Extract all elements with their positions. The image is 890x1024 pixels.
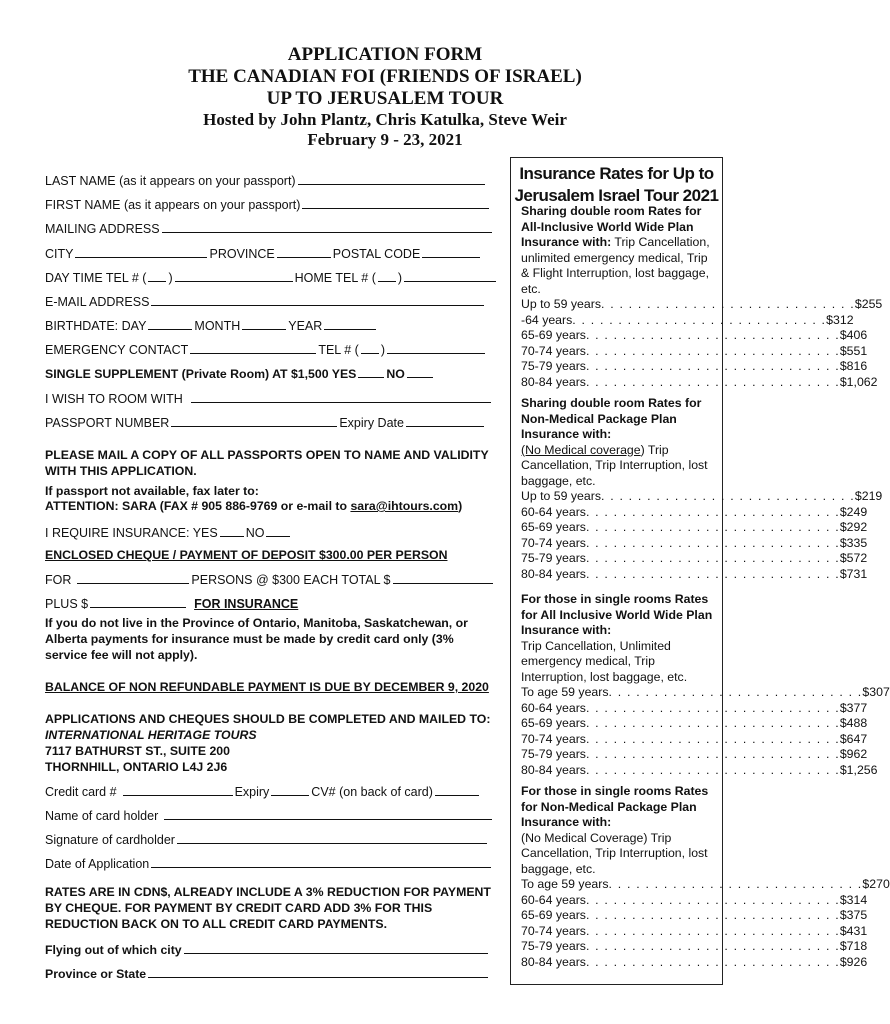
province-payment-note: If you do not live in the Province of Ontario, Manitoba, Saskatchewan, or Alberta payments for insurance must be made by credit card only (3% service fee will not apply). bbox=[45, 616, 468, 662]
rate-price: $377 bbox=[839, 700, 868, 715]
hosts-line: Hosted by John Plantz, Chris Katulka, Steve Weir bbox=[203, 110, 567, 129]
rate-age: 75-79 years bbox=[521, 359, 586, 373]
insurance-section-2: Sharing double room Rates for Non-Medical Package Plan Insurance with: (No Medical coverage) Trip Cancellation, Trip Interruption, lost baggage, etc. Up to 59 years . . . . . . . . . . . . . . . . . . . . . . . . . . . . $219 60-64 years . . . . . . . . . . . . . . . . . . . . . . . . . . . . $249 65-69 years . . . . . . . . . . . . . . . . . . . . . . . . . . . . $292 70-74 years . . . . . . . . . . . . . . . . . . . . . . . . . . . . $335 75-79 years . . . . . . . . . . . . . . . . . . . . . . . . . . . . $572 80-84 years . . . . . . . . . . . . . . . . . . . . . . . . . . . . $731 bbox=[521, 396, 883, 581]
street-address: 7117 BATHURST ST., SUITE 200 bbox=[45, 744, 230, 758]
rate-row bbox=[521, 566, 868, 583]
dot-leader: . . . . . . . . . . . . . . . . . . . . . . . . . . . . bbox=[585, 923, 840, 938]
single-supplement-field[interactable]: SINGLE SUPPLEMENT (Private Room) AT $1,500 YES NO bbox=[45, 366, 435, 381]
rate-price: $335 bbox=[839, 535, 868, 550]
require-insurance-field[interactable]: I REQUIRE INSURANCE: YES NO bbox=[45, 525, 292, 540]
form-title: APPLICATION FORM bbox=[287, 44, 483, 65]
rate-age: To age 59 years bbox=[521, 685, 609, 699]
rate-list-4 bbox=[521, 877, 890, 970]
rate-price: $962 bbox=[839, 747, 868, 761]
rate-price: $292 bbox=[839, 520, 868, 534]
rate-price: $816 bbox=[839, 359, 868, 373]
org-title: THE CANADIAN FOI (FRIENDS OF ISRAEL) bbox=[188, 66, 582, 87]
dot-leader: . . . . . . . . . . . . . . . . . . . . . . . . . . . . bbox=[585, 747, 840, 761]
insurance-title-line2: Jerusalem Israel Tour 2021 bbox=[514, 186, 719, 205]
cardholder-name-field[interactable]: Name of card holder bbox=[45, 808, 494, 823]
rate-price: $270 bbox=[862, 877, 890, 891]
dot-leader: . . . . . . . . . . . . . . . . . . . . . . . . . . . . bbox=[585, 359, 840, 373]
insurance-section-4: For those in single rooms Rates for Non-Medical Package Plan Insurance with: (No Medical Coverage) Trip Cancellation, Trip Interruption, lost baggage, etc. To age 59 years . . . . . . . . . . . . . . . . . . . . . . . . . . . . $270 60-64 years . . . . . . . . . . . . . . . . . . . . . . . . . . . . $314 65-69 years . . . . . . . . . . . . . . . . . . . . . . . . . . . . $375 70-74 years . . . . . . . . . . . . . . . . . . . . . . . . . . . . $431 75-79 years . . . . . . . . . . . . . . . . . . . . . . . . . . . . $718 80-84 years . . . . . . . . . . . . . . . . . . . . . . . . . . . . $926 bbox=[521, 784, 890, 969]
province-state-field[interactable]: Province or State bbox=[45, 966, 490, 981]
credit-card-field[interactable]: Credit card # Expiry CV# (on back of card) bbox=[45, 784, 481, 799]
rate-price: $312 bbox=[826, 312, 854, 327]
rate-price: $307 bbox=[862, 685, 890, 699]
room-with-field[interactable]: I WISH TO ROOM WITH bbox=[45, 391, 493, 406]
rate-price: $926 bbox=[839, 954, 868, 969]
rate-row bbox=[521, 716, 868, 732]
rate-row bbox=[521, 297, 883, 313]
rate-age: Up to 59 years bbox=[521, 489, 601, 503]
rate-list-3 bbox=[521, 685, 890, 778]
dot-leader: . . . . . . . . . . . . . . . . . . . . . . . . . . . . bbox=[600, 297, 855, 311]
first-name-field[interactable]: FIRST NAME (as it appears on your passport) bbox=[45, 197, 491, 212]
dot-leader: . . . . . . . . . . . . . . . . . . . . . . . . . . . . bbox=[585, 504, 840, 519]
dot-leader: . . . . . . . . . . . . . . . . . . . . . . . . . . . . bbox=[585, 535, 840, 550]
rate-row bbox=[521, 923, 868, 940]
rate-age: 75-79 years bbox=[521, 747, 586, 761]
rate-row bbox=[521, 551, 868, 567]
insurance-section-1: Sharing double room Rates for All-Inclusive World Wide Plan Insurance with: Trip Cancellation, unlimited emergency medical, Trip & Flight Interruption, lost baggage, etc. Up to 59 years . . . . . . . . . . . . . . . . . . . . . . . . . . . . $255 -64 years . . . . . . . . . . . . . . . . . . . . . . . . . . . . $312 65-69 years . . . . . . . . . . . . . . . . . . . . . . . . . . . . $406 70-74 years . . . . . . . . . . . . . . . . . . . . . . . . . . . . $551 75-79 years . . . . . . . . . . . . . . . . . . . . . . . . . . . . $816 80-84 years . . . . . . . . . . . . . . . . . . . . . . . . . . . . $1,062 bbox=[521, 204, 883, 389]
dot-leader: . . . . . . . . . . . . . . . . . . . . . . . . . . . . bbox=[585, 731, 840, 746]
flying-out-field[interactable]: Flying out of which city bbox=[45, 942, 490, 957]
rate-price: $375 bbox=[839, 908, 868, 922]
tour-title: UP TO JERUSALEM TOUR bbox=[266, 88, 504, 109]
dot-leader: . . . . . . . . . . . . . . . . . . . . . . . . . . . . bbox=[585, 954, 840, 969]
rate-age: To age 59 years bbox=[521, 877, 609, 891]
rate-row bbox=[521, 908, 868, 924]
city-address: THORNHILL, ONTARIO L4J 2J6 bbox=[45, 760, 228, 774]
city-province-postal-field[interactable]: CITY PROVINCE POSTAL CODE bbox=[45, 246, 482, 261]
dot-leader: . . . . . . . . . . . . . . . . . . . . . . . . . . . . bbox=[608, 685, 863, 699]
rate-row bbox=[521, 731, 868, 748]
plus-insurance-field[interactable]: PLUS $ FOR INSURANCE bbox=[45, 597, 299, 611]
dot-leader: . . . . . . . . . . . . . . . . . . . . . . . . . . . . bbox=[585, 762, 840, 777]
mail-passports-note: PLEASE MAIL A COPY OF ALL PASSPORTS OPEN TO NAME AND VALIDITY WITH THIS APPLICATION. bbox=[45, 448, 489, 478]
rate-row bbox=[521, 359, 868, 375]
rate-age: 75-79 years bbox=[521, 551, 586, 565]
rate-age: 75-79 years bbox=[521, 939, 586, 953]
rate-price: $551 bbox=[839, 343, 868, 358]
rate-age: 80-84 years bbox=[521, 954, 586, 969]
rate-age: 70-74 years bbox=[521, 343, 586, 358]
insurance-title-line1: Insurance Rates for Up to bbox=[519, 164, 714, 183]
rate-row bbox=[521, 762, 878, 779]
dot-leader: . . . . . . . . . . . . . . . . . . . . . . . . . . . . bbox=[585, 892, 840, 907]
rates-note: RATES ARE IN CDN$, ALREADY INCLUDE A 3% REDUCTION FOR PAYMENT BY CHEQUE. FOR PAYMENT BY CREDIT CARD ADD 3% FOR THIS REDUCTION BACK ON TO ALL CREDIT CARD PAYMENTS. bbox=[45, 885, 491, 931]
persons-total-field[interactable]: FOR PERSONS @ $300 EACH TOTAL $ bbox=[45, 572, 495, 587]
rate-row bbox=[521, 328, 868, 344]
rate-age: 60-64 years bbox=[521, 504, 586, 519]
rate-row bbox=[521, 535, 868, 552]
rate-price: $406 bbox=[839, 328, 868, 342]
rate-row bbox=[521, 954, 868, 971]
rate-price: $219 bbox=[854, 489, 883, 503]
insurance-section-3: For those in single rooms Rates for All Inclusive World Wide Plan Insurance with: Trip Cancellation, Unlimited emergency medical, Trip Interruption, lost baggage, etc. To age 59 years . . . . . . . . . . . . . . . . . . . . . . . . . . . . $307 60-64 years . . . . . . . . . . . . . . . . . . . . . . . . . . . . $377 65-69 years . . . . . . . . . . . . . . . . . . . . . . . . . . . . $488 70-74 years . . . . . . . . . . . . . . . . . . . . . . . . . . . . $647 75-79 years . . . . . . . . . . . . . . . . . . . . . . . . . . . . $962 80-84 years . . . . . . . . . . . . . . . . . . . . . . . . . . . . $1,256 bbox=[521, 592, 890, 777]
rate-age: 80-84 years bbox=[521, 566, 586, 581]
rate-price: $718 bbox=[839, 939, 868, 953]
rate-price: $255 bbox=[854, 297, 883, 311]
phone-field[interactable]: DAY TIME TEL # ( ) HOME TEL # ( ) bbox=[45, 270, 498, 285]
mailing-address-field[interactable]: MAILING ADDRESS bbox=[45, 221, 494, 236]
birthdate-field[interactable]: BIRTHDATE: DAY MONTH YEAR bbox=[45, 318, 378, 333]
rate-row bbox=[521, 747, 868, 763]
dot-leader: . . . . . . . . . . . . . . . . . . . . . . . . . . . . bbox=[585, 374, 840, 389]
rate-row bbox=[521, 374, 878, 391]
rate-age: 70-74 years bbox=[521, 535, 586, 550]
rate-price: $647 bbox=[839, 731, 868, 746]
company-name: INTERNATIONAL HERITAGE TOURS bbox=[45, 728, 257, 742]
rate-age: 65-69 years bbox=[521, 908, 586, 922]
balance-due-note: BALANCE OF NON REFUNDABLE PAYMENT IS DUE BY DECEMBER 9, 2020 bbox=[45, 680, 489, 694]
rate-row bbox=[521, 504, 868, 521]
passport-field[interactable]: PASSPORT NUMBER Expiry Date bbox=[45, 415, 486, 430]
date-application-field[interactable]: Date of Application bbox=[45, 856, 493, 871]
rate-age: 65-69 years bbox=[521, 520, 586, 534]
rate-price: $1,062 bbox=[839, 374, 878, 389]
rate-row bbox=[521, 892, 868, 909]
rate-age: 65-69 years bbox=[521, 716, 586, 730]
rate-row bbox=[521, 877, 890, 893]
dot-leader: . . . . . . . . . . . . . . . . . . . . . . . . . . . . bbox=[585, 908, 840, 922]
fax-note-line1: If passport not available, fax later to: bbox=[45, 484, 259, 498]
dot-leader: . . . . . . . . . . . . . . . . . . . . . . . . . . . . bbox=[585, 343, 840, 358]
rate-row bbox=[521, 939, 868, 955]
dot-leader: . . . . . . . . . . . . . . . . . . . . . . . . . . . . bbox=[585, 520, 840, 534]
rate-row bbox=[521, 489, 883, 505]
dot-leader: . . . . . . . . . . . . . . . . . . . . . . . . . . . . bbox=[572, 312, 827, 327]
rate-row bbox=[521, 312, 854, 329]
rate-age: 60-64 years bbox=[521, 700, 586, 715]
rate-age: -64 years bbox=[521, 312, 573, 327]
email-field[interactable]: E-MAIL ADDRESS bbox=[45, 294, 486, 309]
rate-price: $1,256 bbox=[839, 762, 878, 777]
email-link[interactable]: sara@ihtours.com bbox=[350, 499, 459, 513]
emergency-contact-field[interactable]: EMERGENCY CONTACT TEL # ( ) bbox=[45, 342, 487, 357]
cardholder-signature-field[interactable]: Signature of cardholder bbox=[45, 832, 489, 847]
rate-price: $488 bbox=[839, 716, 868, 730]
rate-age: 70-74 years bbox=[521, 731, 586, 746]
dot-leader: . . . . . . . . . . . . . . . . . . . . . . . . . . . . bbox=[585, 566, 840, 581]
rate-list-1 bbox=[521, 297, 883, 390]
dot-leader: . . . . . . . . . . . . . . . . . . . . . . . . . . . . bbox=[585, 551, 840, 565]
dot-leader: . . . . . . . . . . . . . . . . . . . . . . . . . . . . bbox=[585, 700, 840, 715]
last-name-field[interactable]: LAST NAME (as it appears on your passport) bbox=[45, 173, 487, 188]
rate-row bbox=[521, 343, 868, 360]
dot-leader: . . . . . . . . . . . . . . . . . . . . . . . . . . . . bbox=[608, 877, 863, 891]
dot-leader: . . . . . . . . . . . . . . . . . . . . . . . . . . . . bbox=[585, 716, 840, 730]
rate-age: 80-84 years bbox=[521, 374, 586, 389]
rate-age: 65-69 years bbox=[521, 328, 586, 342]
dot-leader: . . . . . . . . . . . . . . . . . . . . . . . . . . . . bbox=[585, 328, 840, 342]
rate-age: Up to 59 years bbox=[521, 297, 601, 311]
fax-note-line2: ATTENTION: SARA (FAX # 905 886-9769 or e-mail to sara@ihtours.com) bbox=[45, 499, 463, 513]
rate-price: $249 bbox=[839, 504, 868, 519]
rate-price: $431 bbox=[839, 923, 868, 938]
rate-row bbox=[521, 520, 868, 536]
dates-line: February 9 - 23, 2021 bbox=[307, 130, 463, 149]
dot-leader: . . . . . . . . . . . . . . . . . . . . . . . . . . . . bbox=[600, 489, 855, 503]
rate-price: $731 bbox=[839, 566, 868, 581]
rate-price: $314 bbox=[839, 892, 868, 907]
rate-row bbox=[521, 700, 868, 717]
rate-age: 80-84 years bbox=[521, 762, 586, 777]
rate-price: $572 bbox=[839, 551, 868, 565]
dot-leader: . . . . . . . . . . . . . . . . . . . . . . . . . . . . bbox=[585, 939, 840, 953]
rate-age: 70-74 years bbox=[521, 923, 586, 938]
rate-list-2 bbox=[521, 489, 883, 582]
rate-row bbox=[521, 685, 890, 701]
mail-to-heading: APPLICATIONS AND CHEQUES SHOULD BE COMPLETED AND MAILED TO: bbox=[45, 712, 491, 726]
rate-age: 60-64 years bbox=[521, 892, 586, 907]
enclosed-cheque-label: ENCLOSED CHEQUE / PAYMENT OF DEPOSIT $300.00 PER PERSON bbox=[45, 548, 448, 562]
